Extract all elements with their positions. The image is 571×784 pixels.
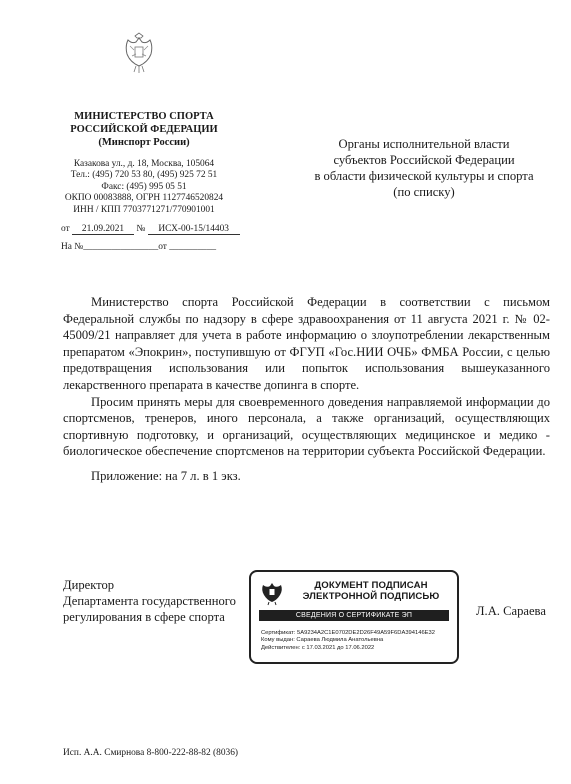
stamp-owner: Кому выдан: Сараева Людмила Анатольевна xyxy=(261,637,384,644)
addressee-line4: (по списку) xyxy=(393,185,455,199)
ministry-line1: МИНИСТЕРСТВО СПОРТА xyxy=(74,111,214,122)
electronic-signature-stamp xyxy=(249,570,459,664)
phone: Тел.: (495) 720 53 80, (495) 925 72 51 xyxy=(70,170,218,181)
number-label: № xyxy=(136,224,146,234)
coat-of-arms-icon xyxy=(122,32,156,74)
addressee-line1: Органы исполнительной власти xyxy=(338,137,510,151)
inn: ИНН / КПП 7703771271/770901001 xyxy=(73,204,215,215)
ministry-short: (Минспорт России) xyxy=(98,137,190,148)
stamp-validity: Действителен: с 17.03.2021 до 17.06.2022 xyxy=(261,644,375,651)
signer-position-line2: Департамента государственного xyxy=(63,594,236,608)
ministry-name xyxy=(55,110,233,149)
stamp-details xyxy=(261,630,456,652)
addressee-line3: в области физической культуры и спорта xyxy=(314,169,534,183)
signer-name: Л.А. Сараева xyxy=(476,604,546,618)
reply-line: На №________________от __________ xyxy=(61,242,217,252)
ministry-line2: РОССИЙСКОЙ ФЕДЕРАЦИИ xyxy=(70,124,218,135)
stamp-title xyxy=(287,580,455,602)
stamp-crest-icon xyxy=(261,580,283,606)
body-paragraph-1: Министерство спорта Российской Федерации в соответствии с письмом Федеральной службы по надзору в сфере здравоохранения от 11 августа 2021 г. № 02-45009/21 направляет для учета в работе информацию о злоупотреблении лекарственным препаратом «Эпокрин», поступившую от ФГУП «Гос.НИИ ОЧБ» ФМБА России, с целью предотвращения использования или попыток использования вышеуказанного лекарственного препарата в качестве допинга в спорте. xyxy=(63,295,550,392)
attachment-note: Приложение: на 7 л. в 1 экз. xyxy=(91,468,241,483)
registration-number: ИСХ-00-15/14403 xyxy=(148,224,240,235)
signer-position-line1: Директор xyxy=(63,578,115,592)
addressee-line2: субъектов Российской Федерации xyxy=(333,153,515,167)
letter-body xyxy=(63,294,550,485)
fax: Факс: (495) 995 05 51 xyxy=(101,181,187,192)
signer-position xyxy=(63,577,253,625)
signer-position-line3: регулирования в сфере спорта xyxy=(63,610,225,624)
registration-line xyxy=(61,224,240,235)
executor-info: Исп. А.А. Смирнова 8-800-222-88-82 (8036) xyxy=(63,748,238,758)
stamp-certificate-header: СВЕДЕНИЯ О СЕРТИФИКАТЕ ЭП xyxy=(259,610,449,621)
stamp-title-line1: ДОКУМЕНТ ПОДПИСАН xyxy=(314,580,428,591)
ministry-contacts xyxy=(55,159,233,216)
stamp-title-line2: ЭЛЕКТРОННОЙ ПОДПИСЬЮ xyxy=(302,591,440,602)
body-paragraph-2: Просим принять меры для своевременного доведения направляемой информации до спортсменов, тренеров, иного персонала, а также организаций, осуществляющих спортивную подготовку, и организаций, осуществляющих медицинское и медико - биологическое обеспечение спортсменов на территории субъекта Российской Федерации. xyxy=(63,394,550,459)
addressee xyxy=(300,136,548,200)
registration-date: 21.09.2021 xyxy=(72,224,134,235)
address: Казакова ул., д. 18, Москва, 105064 xyxy=(73,159,215,169)
stamp-certificate: Сертификат: 5A9234A2C1E0702DE2D26F49A59F6DA394146E32 xyxy=(261,630,435,636)
okpo: ОКПО 00083888, ОГРН 1127746520824 xyxy=(64,193,224,204)
from-label: от xyxy=(61,224,70,234)
